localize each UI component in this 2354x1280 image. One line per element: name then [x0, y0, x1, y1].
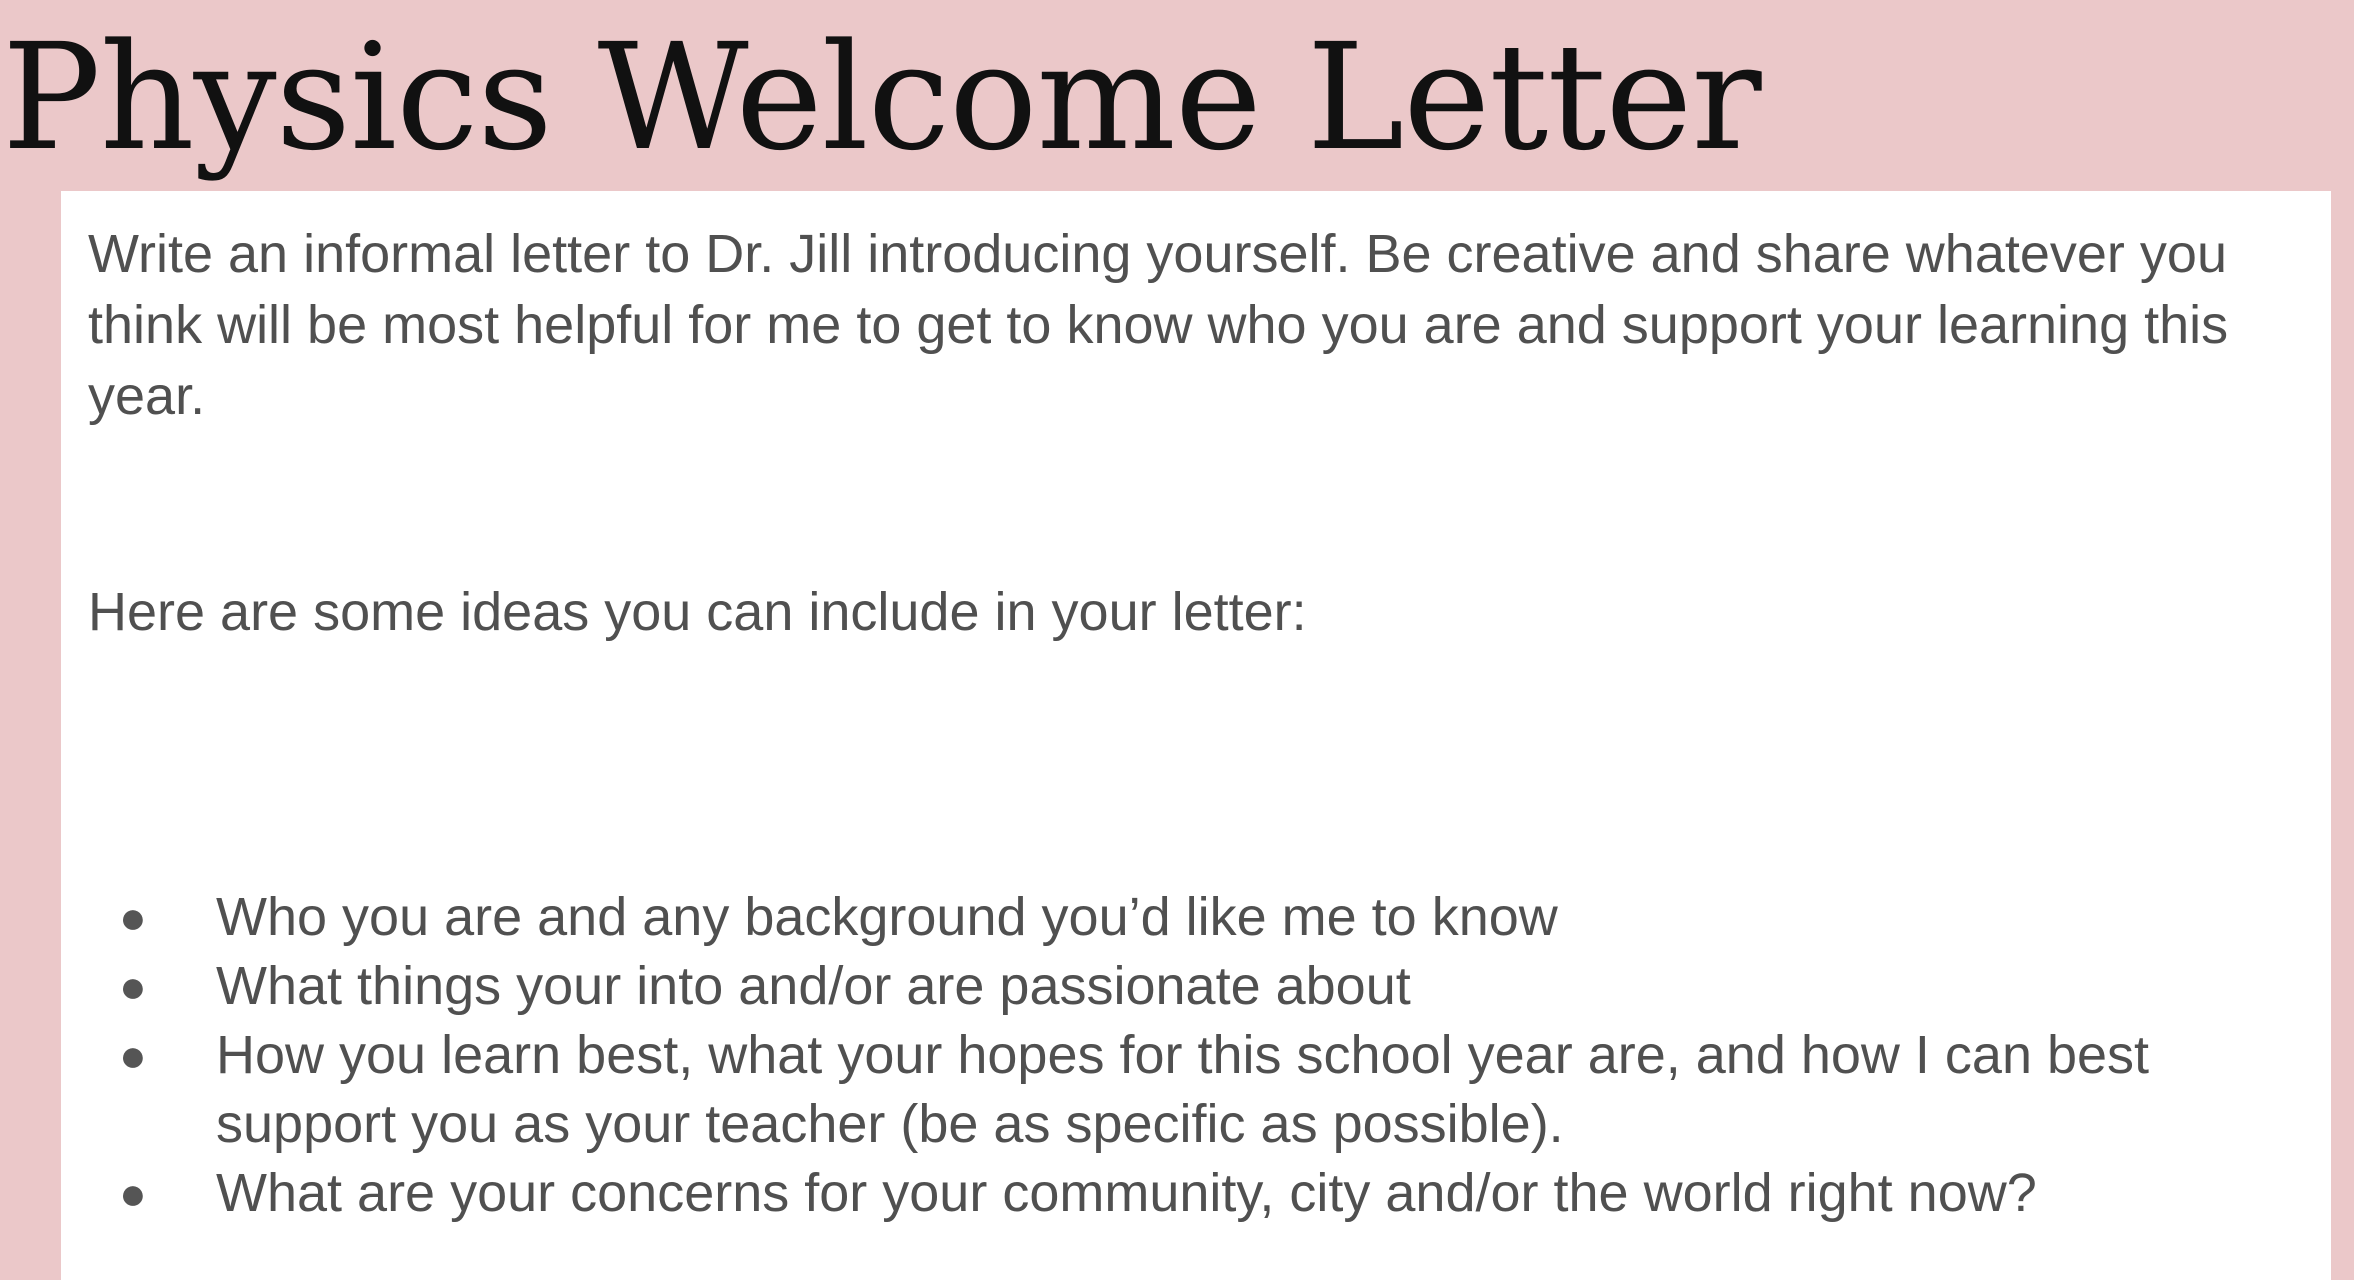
- intro-paragraph: Write an informal letter to Dr. Jill introducing yourself. Be creative and share whatever you think will be most helpful for me to get to know who you are and support your learning this year.: [88, 224, 2229, 426]
- list-item-text: How you learn best, what your hopes for this school year are, and how I can best support you as your teacher (be as specific as possible).: [216, 1025, 2150, 1154]
- bullet-icon: ●: [119, 960, 147, 1012]
- ideas-lead-text: Here are some ideas you can include in your letter:: [88, 582, 1307, 642]
- bullet-icon: ●: [119, 1167, 147, 1219]
- content-panel: [61, 191, 2331, 1280]
- bullet-icon: ●: [119, 891, 147, 943]
- ideas-list: [88, 883, 2318, 1228]
- list-item-text: Who you are and any background you’d like me to know: [216, 887, 1558, 947]
- list-item-text: What are your concerns for your community, city and/or the world right now?: [216, 1163, 2037, 1223]
- bullet-icon: ●: [119, 1029, 147, 1081]
- list-item: [88, 883, 2318, 952]
- list-item: [88, 1159, 2318, 1228]
- list-item: [88, 1021, 2318, 1159]
- list-item-text: What things your into and/or are passionate about: [216, 956, 1411, 1016]
- page-title: Physics Welcome Letter: [2, 12, 1761, 183]
- list-item: [88, 952, 2318, 1021]
